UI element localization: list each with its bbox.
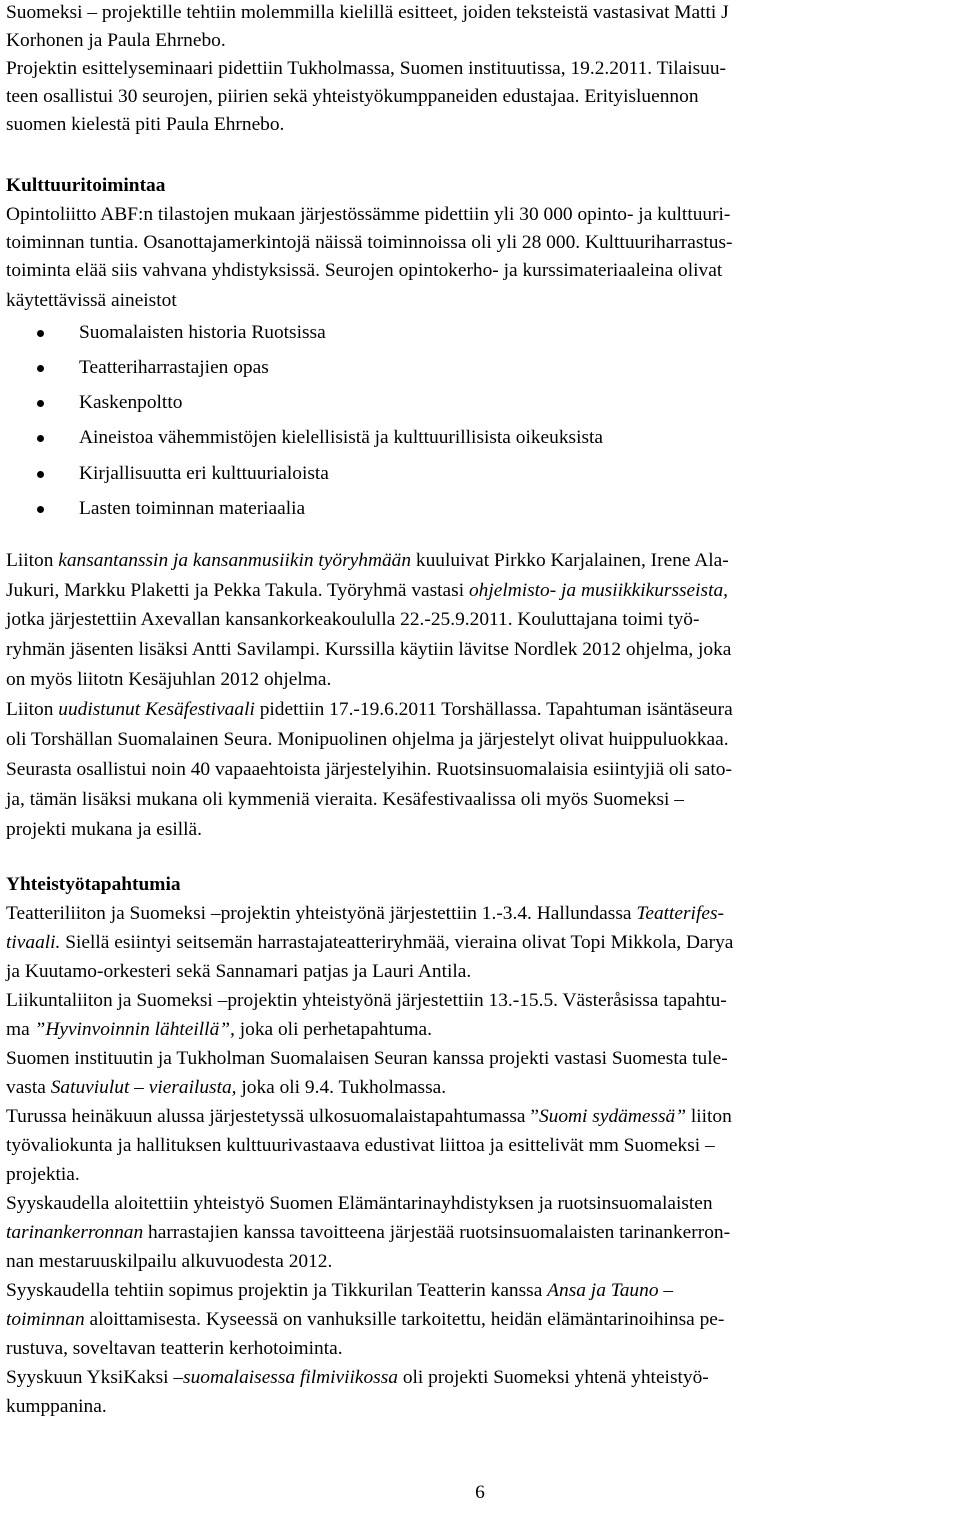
coop-line: Syyskuun YksiKaksi –suomalaisessa filmiviikossa oli projekti Suomeksi yhtenä yhteistyö-: [6, 1367, 709, 1388]
intro-line: Korhonen ja Paula Ehrnebo.: [6, 30, 226, 51]
section-heading-culture: Kulttuuritoimintaa: [6, 175, 166, 196]
summer-line: Seurasta osallistui noin 40 vapaaehtoista järjestelyihin. Ruotsinsuomalaisia esiintyjiä oli sato-: [6, 759, 732, 780]
intro-line: Suomeksi – projektille tehtiin molemmilla kielillä esitteet, joiden teksteistä vastasivat Matti J: [6, 2, 729, 23]
bullet-icon: [37, 400, 44, 407]
coop-line: kumppanina.: [6, 1396, 107, 1417]
list-item: Kirjallisuutta eri kulttuurialoista: [79, 463, 329, 484]
bullet-icon: [37, 330, 44, 337]
bullet-icon: [37, 471, 44, 478]
folk-line: Jukuri, Markku Plaketti ja Pekka Takula. Työryhmä vastasi ohjelmisto- ja musiikkikursseista,: [6, 580, 729, 601]
page-number: 6: [475, 1482, 485, 1503]
coop-line: työvaliokunta ja hallituksen kulttuurivastaava edustivat liittoa ja esittelivät mm Suomeksi –: [6, 1135, 715, 1156]
folk-line: jotka järjestettiin Axevallan kansankorkeakoululla 22.-25.9.2011. Kouluttajana toimi työ-: [6, 609, 700, 630]
folk-line: ryhmän jäsenten lisäksi Antti Savilampi. Kurssilla käytiin lävitse Nordlek 2012 ohjelma, joka: [6, 639, 732, 660]
coop-line: Syyskaudella tehtiin sopimus projektin ja Tikkurilan Teatterin kanssa Ansa ja Tauno –: [6, 1280, 674, 1301]
summer-line: Liiton uudistunut Kesäfestivaali pidettiin 17.-19.6.2011 Torshällassa. Tapahtuman isäntäseura: [6, 699, 733, 720]
coop-line: nan mestaruuskilpailu alkuvuodesta 2012.: [6, 1251, 333, 1272]
culture-line: Opintoliitto ABF:n tilastojen mukaan järjestössämme pidettiin yli 30 000 opinto- ja kulttuuri-: [6, 204, 731, 225]
coop-line: Syyskaudella aloitettiin yhteistyö Suomen Elämäntarinayhdistyksen ja ruotsinsuomalaisten: [6, 1193, 713, 1214]
coop-line: vasta Satuviulut – vierailusta, joka oli 9.4. Tukholmassa.: [6, 1077, 447, 1098]
list-item: Teatteriharrastajien opas: [79, 357, 269, 378]
list-item: Aineistoa vähemmistöjen kielellisistä ja kulttuurillisista oikeuksista: [79, 427, 604, 448]
culture-line: toiminnan tuntia. Osanottajamerkintojä näissä toiminnoissa oli yli 28 000. Kulttuuriharrastus-: [6, 232, 733, 253]
summer-line: projekti mukana ja esillä.: [6, 819, 202, 840]
bullet-icon: [37, 365, 44, 372]
culture-line: toiminta elää siis vahvana yhdistyksissä. Seurojen opintokerho- ja kurssimateriaaleina olivat: [6, 260, 723, 281]
coop-line: ma ”Hyvinvoinnin lähteillä”, joka oli perhetapahtuma.: [6, 1019, 432, 1040]
bullet-icon: [37, 506, 44, 513]
coop-line: Turussa heinäkuun alussa järjestetyssä ulkosuomalaistapahtumassa ”Suomi sydämessä” liiton: [6, 1106, 732, 1127]
section-heading-cooperation: Yhteistyötapahtumia: [6, 874, 181, 895]
folk-line: Liiton kansantanssin ja kansanmusiikin työryhmään kuuluivat Pirkko Karjalainen, Irene Ala-: [6, 550, 729, 571]
coop-line: toiminnan aloittamisesta. Kyseessä on vanhuksille tarkoitettu, heidän elämäntarinoihinsa pe-: [6, 1309, 725, 1330]
intro-line: teen osallistui 30 seurojen, piirien sekä yhteistyökumppaneiden edustajaa. Erityisluennon: [6, 86, 699, 107]
coop-line: Suomen instituutin ja Tukholman Suomalaisen Seuran kanssa projekti vastasi Suomesta tule-: [6, 1048, 728, 1069]
coop-line: projektia.: [6, 1164, 80, 1185]
bullet-icon: [37, 435, 44, 442]
folk-line: on myös liitotn Kesäjuhlan 2012 ohjelma.: [6, 669, 332, 690]
list-item: Suomalaisten historia Ruotsissa: [79, 322, 326, 343]
intro-line: suomen kielestä piti Paula Ehrnebo.: [6, 114, 285, 135]
culture-line: käytettävissä aineistot: [6, 290, 177, 311]
coop-line: Liikuntaliiton ja Suomeksi –projektin yhteistyönä järjestettiin 13.-15.5. Västeråsissa tapahtu-: [6, 990, 727, 1011]
summer-line: ja, tämän lisäksi mukana oli kymmeniä vieraita. Kesäfestivaalissa oli myös Suomeksi –: [6, 789, 684, 810]
intro-line: Projektin esittelyseminaari pidettiin Tukholmassa, Suomen instituutissa, 19.2.2011. Tilaisuu-: [6, 58, 726, 79]
coop-line: Teatteriliiton ja Suomeksi –projektin yhteistyönä järjestettiin 1.-3.4. Hallundassa Teatterifes-: [6, 903, 724, 924]
coop-line: ja Kuutamo-orkesteri sekä Sannamari patjas ja Lauri Antila.: [6, 961, 472, 982]
list-item: Lasten toiminnan materiaalia: [79, 498, 306, 519]
summer-line: oli Torshällan Suomalainen Seura. Monipuolinen ohjelma ja järjestelyt olivat huippuluokkaa.: [6, 729, 729, 750]
list-item: Kaskenpoltto: [79, 392, 183, 413]
coop-line: rustuva, soveltavan teatterin kerhotoiminta.: [6, 1338, 343, 1359]
coop-line: tarinankerronnan harrastajien kanssa tavoitteena järjestää ruotsinsuomalaisten tarinankerron-: [6, 1222, 731, 1243]
coop-line: tivaali. Siellä esiintyi seitsemän harrastajateatteriryhmää, vieraina olivat Topi Mikkola, Darya: [6, 932, 734, 953]
